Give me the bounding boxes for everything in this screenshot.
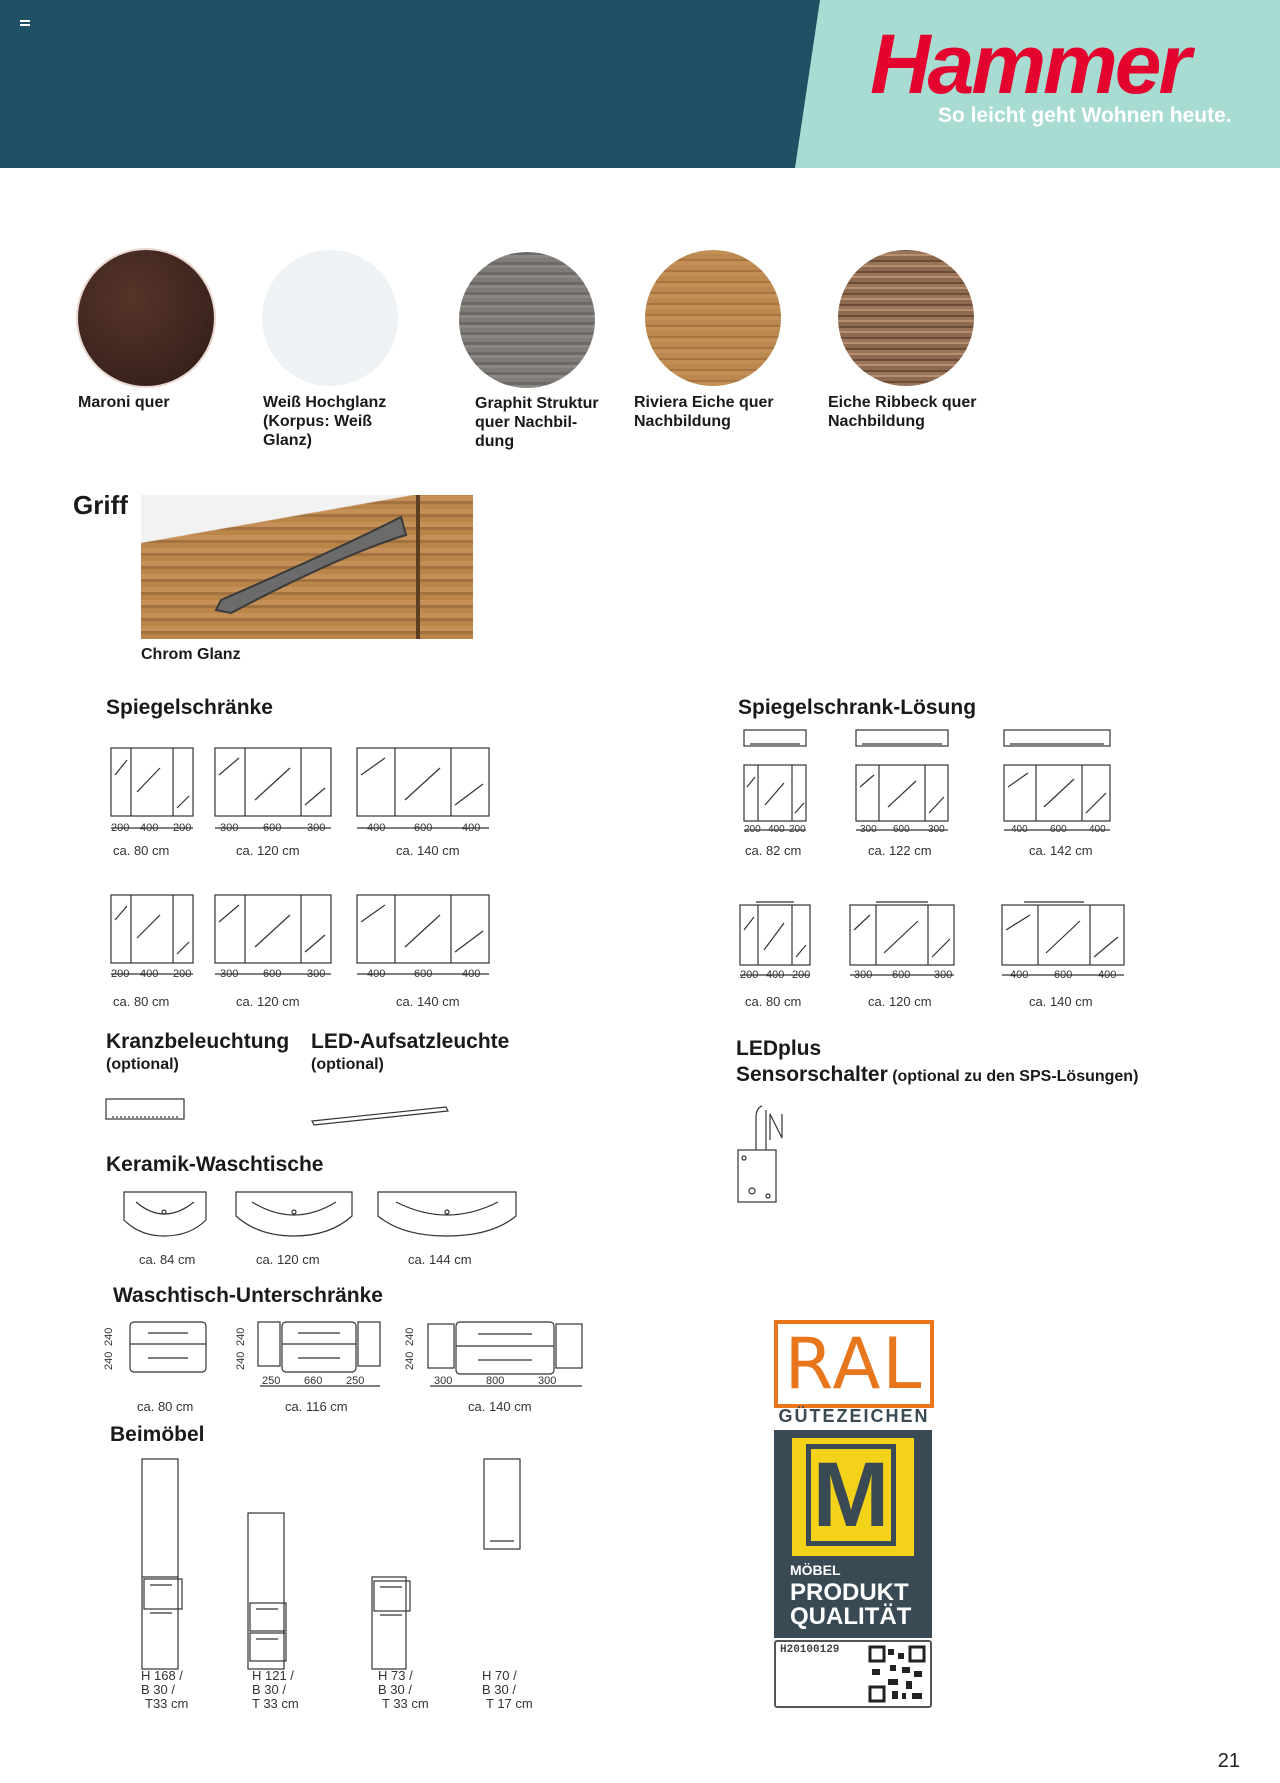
spec-line: T 33 cm [252, 1696, 299, 1711]
basin-120 [236, 1192, 352, 1236]
spec-line: B 30 / [482, 1682, 516, 1697]
spec-line: H 73 / [378, 1668, 413, 1683]
brand-logo[interactable]: Hammer [870, 17, 1189, 111]
dim-label: 600 [414, 822, 433, 834]
led-bar-icon [312, 1107, 448, 1125]
size-label: ca. 140 cm [1029, 994, 1093, 1009]
dim-label: 600 [1054, 969, 1073, 981]
keramik-drawings [120, 1190, 520, 1250]
dim-label: 200 [111, 822, 130, 834]
qr-code-icon [868, 1645, 926, 1703]
tall-cabinet-168 [142, 1459, 182, 1669]
dim-label: 200 [740, 969, 759, 981]
dim-label: 200 [789, 824, 806, 835]
unterschraenke-title: Waschtisch-Unterschränke [113, 1284, 383, 1307]
dim-label: 200 [111, 968, 130, 980]
swatch-ribbeck [838, 250, 974, 386]
vanity-80 [130, 1322, 206, 1372]
loesung-122 [856, 730, 948, 830]
keramik-title: Keramik-Waschtische [106, 1153, 324, 1176]
height-dim: 240 [235, 1351, 247, 1370]
dim-label: 400 [1011, 824, 1028, 835]
ledplus-note: (optional zu den SPS-Lösungen) [892, 1068, 1139, 1085]
height-dim: 240 [103, 1351, 115, 1370]
height-dim: 240 [404, 1327, 416, 1346]
dim-label: 600 [414, 968, 433, 980]
spiegelschraenke-drawings [105, 740, 665, 1000]
size-label: ca. 80 cm [113, 843, 170, 858]
dim-label: 400 [367, 822, 386, 834]
dim-label: 600 [892, 969, 911, 981]
dim-label: 250 [262, 1375, 281, 1387]
dim-label: 400 [1010, 969, 1029, 981]
size-label: ca. 116 cm [285, 1399, 348, 1414]
swatch-label-maroni: Maroni quer [78, 394, 170, 411]
dim-label: 300 [434, 1375, 453, 1387]
led-title: LED-Aufsatzleuchte [311, 1030, 510, 1053]
spiegelschraenke-title: Spiegelschränke [106, 696, 273, 719]
size-label: ca. 140 cm [396, 994, 460, 1009]
guetezeichen-text: GÜTEZEICHEN [778, 1406, 930, 1426]
unterschraenke-drawings [100, 1318, 580, 1398]
size-label: ca. 140 cm [396, 843, 460, 858]
ledplus-title: LEDplus [736, 1037, 822, 1060]
dim-label: 400 [462, 968, 481, 980]
beimoebel-drawings [130, 1455, 550, 1655]
dim-label: 300 [220, 968, 239, 980]
seal-code: H20100129 [780, 1644, 840, 1656]
seal-yellow-box [792, 1438, 914, 1556]
swatch-label-ribbeck: Eiche Ribbeck quer Nachbildung [828, 394, 977, 430]
seal-moebel: MÖBEL [790, 1562, 841, 1578]
dim-label: 660 [304, 1375, 323, 1387]
led-note: (optional) [311, 1056, 384, 1073]
dim-label: 300 [220, 822, 239, 834]
dim-label: 300 [860, 824, 877, 835]
dim-label: 300 [928, 824, 945, 835]
dim-label: 800 [486, 1375, 505, 1387]
spec-line: H 70 / [482, 1668, 517, 1683]
dim-label: 200 [744, 824, 761, 835]
seal-code-box [774, 1640, 932, 1708]
cabinet-140-row1 [357, 748, 489, 828]
kranz-note: (optional) [106, 1056, 179, 1073]
seal-produkt: PRODUKT [790, 1579, 909, 1606]
ledplus-sensor: Sensorschalter [736, 1063, 888, 1086]
height-dim: 240 [404, 1351, 416, 1370]
swatch-label-riviera: Riviera Eiche quer Nachbildung [634, 394, 774, 430]
spec-line: H 121 / [252, 1668, 294, 1683]
mid-cabinet-121 [248, 1513, 286, 1669]
size-label: ca. 80 cm [745, 994, 802, 1009]
spec-line: T 17 cm [486, 1696, 533, 1711]
ledplus-line [736, 1063, 1138, 1087]
dim-label: 300 [934, 969, 953, 981]
height-dim: 240 [103, 1327, 115, 1346]
ral-text: RAL [774, 1320, 934, 1408]
handle-shape [141, 495, 473, 639]
loesung-82 [744, 730, 806, 830]
ral-quality-seal [772, 1318, 936, 1710]
menu-icon[interactable] [20, 20, 30, 28]
dim-label: 600 [1050, 824, 1067, 835]
page-number: 21 [1217, 1750, 1240, 1772]
dim-label: 400 [140, 822, 159, 834]
dim-label: 200 [173, 968, 192, 980]
dim-label: 400 [462, 822, 481, 834]
spec-line: T33 cm [145, 1696, 189, 1711]
seal-qualitaet: QUALITÄT [790, 1603, 912, 1630]
size-label: ca. 80 cm [137, 1399, 194, 1414]
dim-label: 250 [346, 1375, 365, 1387]
cabinet-140-row2 [357, 895, 489, 974]
dim-label: 300 [307, 822, 326, 834]
griff-caption: Chrom Glanz [141, 646, 241, 663]
beimoebel-spec-1 [141, 1669, 188, 1711]
size-label: ca. 140 cm [468, 1399, 532, 1414]
griff-title: Griff [73, 490, 128, 520]
size-label: ca. 120 cm [236, 843, 300, 858]
lighting-drawings [100, 1095, 500, 1135]
size-label: ca. 120 cm [868, 994, 932, 1009]
cabinet-120-row2 [215, 895, 331, 974]
size-label: ca. 142 cm [1029, 843, 1093, 858]
size-label: ca. 82 cm [745, 843, 802, 858]
spec-line: H 168 / [141, 1668, 183, 1683]
wall-cabinet-70 [484, 1459, 520, 1549]
size-label: ca. 144 cm [408, 1252, 472, 1267]
beimoebel-spec-4 [482, 1669, 533, 1711]
kranz-title: Kranzbeleuchtung [106, 1030, 290, 1053]
cabinet-80-row2 [111, 895, 193, 974]
dim-label: 400 [768, 824, 785, 835]
cabinet-120-row1 [215, 748, 331, 828]
low-cabinet-73 [372, 1577, 410, 1669]
swatch-label-weiss: Weiß Hochglanz (Korpus: Weiß Glanz) [263, 394, 387, 449]
size-label: ca. 122 cm [868, 843, 932, 858]
size-label: ca. 120 cm [236, 994, 300, 1009]
dim-label: 300 [854, 969, 873, 981]
kranz-light-icon [106, 1099, 184, 1119]
swatch-maroni [78, 250, 214, 386]
dim-label: 400 [766, 969, 785, 981]
loesung-120 [850, 902, 954, 975]
loesung-title: Spiegelschrank-Lösung [738, 696, 977, 719]
swatch-graphit [459, 252, 595, 388]
loesung-drawings [738, 725, 1158, 995]
cabinet-80-row1 [111, 748, 193, 828]
basin-84 [124, 1192, 206, 1236]
spec-line: B 30 / [378, 1682, 412, 1697]
size-label: ca. 80 cm [113, 994, 170, 1009]
height-dim: 240 [235, 1327, 247, 1346]
size-label: ca. 120 cm [256, 1252, 320, 1267]
dim-label: 300 [538, 1375, 557, 1387]
seal-m-letter: M [806, 1444, 896, 1546]
spec-line: B 30 / [141, 1682, 175, 1697]
sensor-switch-icon [732, 1100, 812, 1210]
dim-label: 200 [173, 822, 192, 834]
dim-label: 400 [140, 968, 159, 980]
swatch-label-graphit: Graphit Struktur quer Nachbil-dung [475, 395, 599, 450]
dim-label: 600 [263, 822, 282, 834]
swatch-riviera [645, 250, 781, 386]
dim-label: 300 [307, 968, 326, 980]
loesung-140 [1002, 902, 1124, 975]
basin-144 [378, 1192, 516, 1236]
dim-label: 400 [1098, 969, 1117, 981]
beimoebel-spec-3 [378, 1669, 429, 1711]
spec-line: T 33 cm [382, 1696, 429, 1711]
dim-label: 400 [1089, 824, 1106, 835]
beimoebel-spec-2 [252, 1669, 299, 1711]
griff-photo [141, 495, 473, 639]
loesung-142 [1004, 730, 1110, 830]
size-label: ca. 84 cm [139, 1252, 196, 1267]
dim-label: 600 [263, 968, 282, 980]
loesung-80 [740, 902, 810, 975]
swatch-weiss [262, 250, 398, 386]
brand-slogan: So leicht geht Wohnen heute. [938, 104, 1232, 127]
spec-line: B 30 / [252, 1682, 286, 1697]
beimoebel-title: Beimöbel [110, 1423, 205, 1446]
dim-label: 600 [893, 824, 910, 835]
dim-label: 200 [792, 969, 811, 981]
dim-label: 400 [367, 968, 386, 980]
seal-slate-panel [774, 1430, 932, 1638]
header-banner [0, 0, 1280, 168]
